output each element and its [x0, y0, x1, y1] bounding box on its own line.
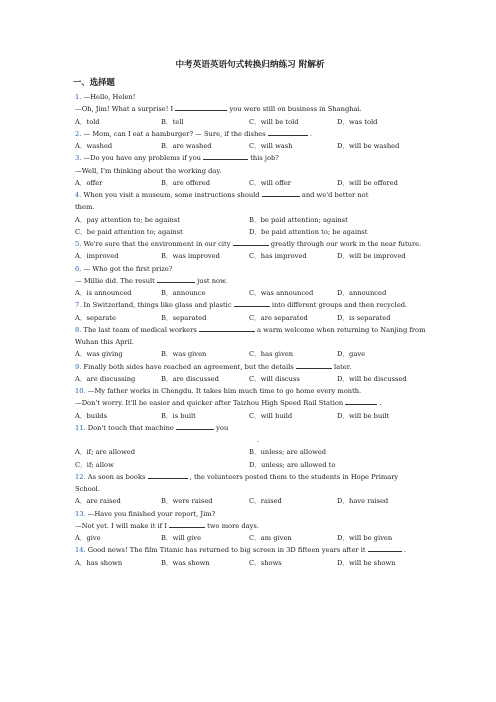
- answer-option[interactable]: D．gave: [337, 350, 366, 359]
- question-text: .: [377, 399, 382, 408]
- answer-blank[interactable]: [296, 361, 332, 369]
- question-text: Good news! The film Titanic has returned to big screen in 3D fifteen years after it: [87, 546, 368, 555]
- answer-option[interactable]: B．tell: [161, 117, 184, 126]
- answer-option[interactable]: B．are discussed: [161, 374, 219, 383]
- answer-option[interactable]: B．unless; are allowed: [249, 448, 327, 457]
- answer-option[interactable]: A．if; are allowed: [75, 448, 136, 457]
- question-line: [75, 275, 425, 287]
- question-line: [75, 189, 425, 201]
- answer-option[interactable]: A．builds: [75, 411, 108, 420]
- question-text: .: [257, 436, 260, 444]
- question-item: [75, 385, 425, 422]
- question-line: [75, 434, 425, 446]
- question-number: 12.: [75, 472, 88, 481]
- answer-blank[interactable]: [233, 238, 269, 246]
- answer-option[interactable]: A．separate: [75, 313, 117, 322]
- question-text: greatly through our work in the near future.: [268, 240, 422, 248]
- answer-options: [75, 410, 425, 422]
- answer-option[interactable]: A．give: [75, 534, 101, 542]
- question-list: [75, 91, 425, 569]
- answer-options: [75, 373, 425, 385]
- question-text: School.: [75, 485, 100, 493]
- answer-blank[interactable]: [176, 422, 214, 430]
- answer-option[interactable]: A．pay attention to; be against: [75, 215, 180, 224]
- answer-options: [75, 116, 425, 128]
- question-item: [75, 128, 425, 153]
- question-text: Wuhan this April.: [75, 338, 135, 346]
- answer-blank[interactable]: [234, 299, 270, 307]
- answer-options: [75, 459, 425, 471]
- question-item: [75, 238, 425, 263]
- answer-option[interactable]: A．are discussing: [75, 374, 136, 383]
- answer-option[interactable]: C．if; allow: [75, 460, 114, 469]
- question-item: [75, 263, 425, 300]
- question-line: [75, 397, 425, 409]
- answer-option[interactable]: C．has given: [249, 350, 294, 359]
- question-number: 10.: [75, 387, 88, 395]
- question-text: —Hello, Helen!: [83, 93, 136, 101]
- answer-option[interactable]: D．will be offered: [337, 178, 398, 187]
- question-text: —Have you finished your report, Jim?: [87, 509, 216, 518]
- question-number: 13.: [75, 509, 88, 518]
- answer-option[interactable]: B．separated: [161, 313, 207, 322]
- question-text: —Not yet. I will make it if I: [75, 521, 170, 530]
- answer-option[interactable]: B．are washed: [161, 142, 212, 150]
- answer-option[interactable]: D．be paid attention to; be against: [249, 227, 368, 236]
- question-text: —My father works in Chengdu. It takes him much time to go home every month.: [87, 387, 362, 395]
- answer-option[interactable]: C．was announced: [249, 289, 314, 297]
- question-line: [75, 520, 425, 532]
- question-line: [75, 361, 425, 373]
- question-line: [75, 508, 425, 520]
- answer-option[interactable]: C．will be told: [249, 117, 299, 126]
- question-number: 6.: [75, 264, 84, 273]
- answer-option[interactable]: C．shows: [249, 558, 282, 567]
- question-line: [75, 385, 425, 397]
- answer-option[interactable]: A．told: [75, 117, 100, 126]
- answer-option[interactable]: B．was shown: [161, 558, 210, 567]
- answer-options: [75, 348, 425, 360]
- question-text: two more days.: [205, 521, 259, 530]
- question-text: into different groups and then recycled.: [269, 301, 408, 310]
- question-text: When you visit a museum, some instructions should: [83, 191, 262, 199]
- answer-blank[interactable]: [157, 275, 195, 283]
- question-text: you: [214, 423, 229, 432]
- question-item: [75, 422, 425, 471]
- answer-options: [75, 557, 425, 569]
- answer-blank[interactable]: [203, 152, 248, 160]
- answer-options: [75, 214, 425, 226]
- answer-option[interactable]: B．be paid attention; against: [249, 215, 348, 224]
- answer-option[interactable]: C．has improved: [249, 252, 307, 261]
- question-item: [75, 361, 425, 386]
- question-line: [75, 238, 425, 250]
- answer-option[interactable]: B．are offered: [161, 178, 211, 187]
- answer-options: [75, 177, 425, 189]
- question-line: [75, 201, 425, 213]
- answer-option[interactable]: A．is announced: [75, 289, 132, 297]
- answer-option[interactable]: D．is separated: [337, 313, 391, 322]
- question-text: — Mom, can I eat a hamburger? — Sure, if the dishes: [83, 129, 268, 138]
- answer-blank[interactable]: [148, 471, 188, 479]
- answer-option[interactable]: D．will be discussed: [337, 374, 407, 383]
- question-line: [75, 336, 425, 348]
- question-item: [75, 189, 425, 238]
- question-text: —Well, I'm thinking about the working day.: [75, 166, 222, 175]
- question-line: [75, 128, 425, 140]
- answer-blank[interactable]: [345, 397, 377, 405]
- question-text: and we'd better not: [299, 191, 369, 199]
- question-line: [75, 91, 425, 103]
- answer-blank[interactable]: [268, 128, 308, 136]
- question-line: [75, 263, 425, 275]
- answer-option[interactable]: C．will wash: [249, 142, 293, 150]
- question-item: [75, 471, 425, 508]
- answer-blank[interactable]: [175, 103, 227, 111]
- question-text: later.: [331, 362, 352, 371]
- question-number: 4.: [75, 191, 84, 199]
- document-page: [75, 58, 425, 569]
- question-text: .: [401, 546, 406, 555]
- answer-option[interactable]: D．will be built: [337, 411, 390, 420]
- answer-option[interactable]: C．will build: [249, 411, 293, 420]
- answer-options: [75, 287, 425, 299]
- answer-options: [75, 495, 425, 507]
- answer-blank[interactable]: [262, 189, 300, 197]
- answer-option[interactable]: C．are separated: [249, 313, 308, 322]
- answer-option[interactable]: D．will be washed: [337, 142, 400, 150]
- question-text: Finally both sides have reached an agreement, but the details: [83, 362, 296, 371]
- question-item: [75, 91, 425, 128]
- document-title: 中考英语英语句式转换归纳练习 附解析: [175, 60, 325, 70]
- question-text: just now.: [194, 276, 228, 285]
- question-text: this job?: [248, 154, 279, 163]
- question-number: 7.: [75, 301, 84, 310]
- answer-option[interactable]: B．will give: [161, 534, 202, 542]
- answer-option[interactable]: D．announced: [337, 289, 387, 297]
- question-line: [75, 152, 425, 164]
- question-line: [75, 165, 425, 177]
- question-line: [75, 103, 425, 115]
- question-item: [75, 324, 425, 361]
- question-item: [75, 508, 425, 545]
- question-text: As soon as books: [87, 472, 148, 481]
- question-text: —Oh, Jim! What a surprise! I: [75, 105, 176, 114]
- question-line: [75, 483, 425, 495]
- question-text: The last team of medical workers: [83, 325, 199, 334]
- answer-options: [75, 140, 425, 152]
- question-number: 14.: [75, 546, 88, 555]
- answer-option[interactable]: B．is built: [161, 411, 196, 420]
- question-text: —Do you have any problems if you: [83, 154, 204, 163]
- answer-option[interactable]: A．was giving: [75, 350, 123, 359]
- question-line: [75, 299, 425, 311]
- question-number: 8.: [75, 325, 84, 334]
- answer-option[interactable]: A．improved: [75, 252, 119, 261]
- question-number: 1.: [75, 93, 84, 101]
- answer-options: [75, 446, 425, 458]
- answer-options: [75, 312, 425, 324]
- question-number: 2.: [75, 129, 84, 138]
- question-text: , the volunteers posted them to the students in Hope Primary: [187, 472, 399, 481]
- question-text: a warm welcome when returning to Nanjing from: [254, 325, 426, 334]
- answer-option[interactable]: C．be paid attention to; against: [75, 227, 183, 236]
- question-text: you were still on business in Shanghai.: [227, 105, 362, 114]
- answer-option[interactable]: D．will be given: [337, 534, 393, 542]
- answer-option[interactable]: B．was given: [161, 350, 207, 359]
- question-text: —Don't worry. It'll be easier and quicker after Taizhou High Speed Rail Station: [75, 399, 346, 408]
- answer-option[interactable]: B．were raised: [161, 497, 213, 506]
- section-heading: 一、选择题: [73, 77, 115, 87]
- question-text: In Switzerland, things like glass and plastic: [83, 301, 234, 310]
- answer-blank[interactable]: [199, 324, 255, 332]
- answer-option[interactable]: D．will be improved: [337, 252, 406, 261]
- answer-options: [75, 532, 425, 544]
- answer-option[interactable]: A．washed: [75, 142, 113, 150]
- question-line: [75, 422, 425, 434]
- answer-option[interactable]: D．will be shown: [337, 558, 396, 567]
- answer-option[interactable]: D．was told: [337, 117, 378, 126]
- question-line: [75, 324, 425, 336]
- answer-option[interactable]: C．will offer: [249, 178, 292, 187]
- answer-option[interactable]: B．was improved: [161, 252, 220, 261]
- question-text: — Millie did. The result: [75, 276, 157, 285]
- question-item: [75, 152, 425, 189]
- answer-blank[interactable]: [169, 520, 205, 528]
- answer-option[interactable]: A．offer: [75, 178, 103, 187]
- question-number: 11.: [75, 423, 88, 432]
- question-text: We're sure that the environment in our city: [83, 240, 233, 248]
- answer-option[interactable]: A．are raised: [75, 497, 121, 506]
- answer-options: [75, 250, 425, 262]
- question-line: [75, 544, 425, 556]
- answer-option[interactable]: A．has shown: [75, 558, 123, 567]
- answer-blank[interactable]: [368, 544, 402, 552]
- answer-option[interactable]: C．am given: [249, 534, 292, 542]
- question-text: .: [307, 129, 313, 138]
- question-text: Don't touch that machine: [87, 423, 177, 432]
- question-text: — Who got the first prize?: [83, 264, 173, 273]
- question-number: 5.: [75, 240, 84, 248]
- answer-options: [75, 226, 425, 238]
- answer-option[interactable]: D．have raised: [337, 497, 389, 506]
- question-text: them.: [75, 203, 95, 212]
- question-item: [75, 299, 425, 324]
- question-item: [75, 544, 425, 569]
- answer-option[interactable]: B．announce: [161, 289, 206, 297]
- question-number: 3.: [75, 154, 84, 163]
- answer-option[interactable]: C．will discuss: [249, 374, 300, 383]
- question-line: [75, 471, 425, 483]
- question-number: 9.: [75, 362, 84, 371]
- answer-option[interactable]: D．unless; are allowed to: [249, 460, 336, 469]
- answer-option[interactable]: C．raised: [249, 497, 282, 506]
